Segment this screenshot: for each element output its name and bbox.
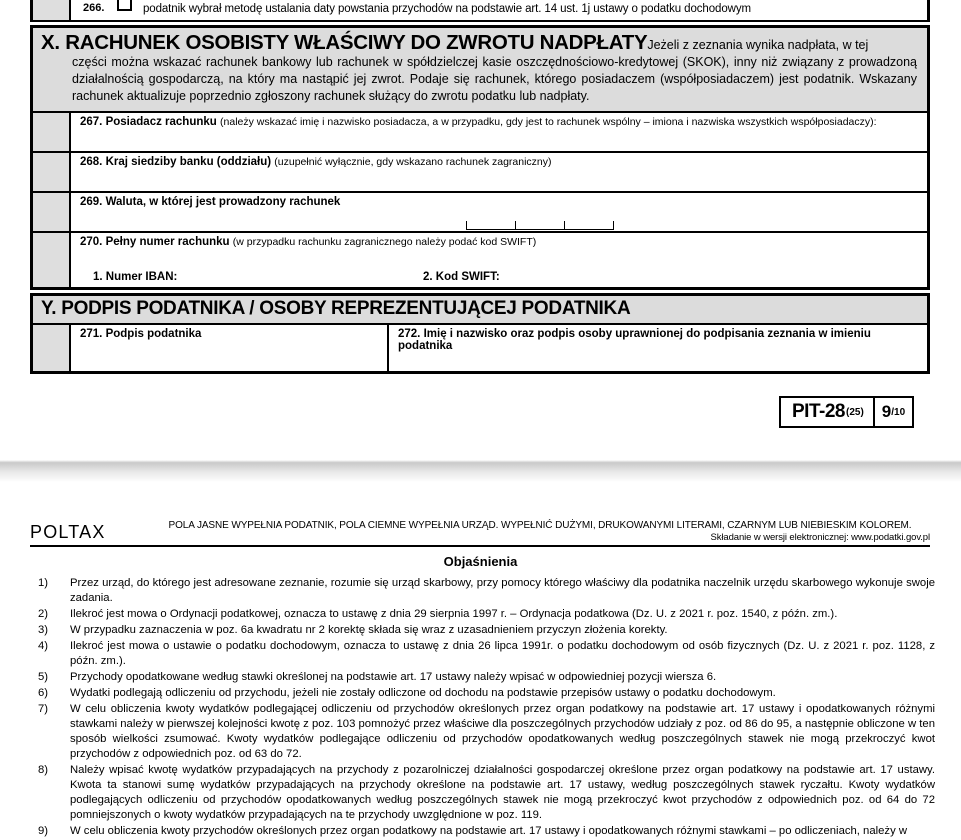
list-item-marker: 8) (38, 764, 49, 777)
page-total: /10 (891, 406, 906, 418)
field-name-270: Pełny numer rachunku (105, 236, 230, 249)
list-item (30, 639, 935, 669)
field-number-269: 269. (80, 196, 103, 209)
list-item-text: Należy wpisać kwotę wydatków przypadających na przychody z pozarolniczej działalności gospodarczej określone przez organ podatkowy na podstawie art. 17 ustawy. Kwota ta stanowi sumę wydatków przypadających na przychody określone na podstawie art. 17 ustawy, według poszczególnych stawek ryczałtu. Kwoty wydatków podlegających odliczeniu od przychodów opodatkowanych według poszczególnych stawek nie mogą przekroczyć kwot przychodów z odpowiednich poz. od 64 do 72 pomniejszonych o kwoty wydatków przypadających na te przychody uwzględnione w poz. 119. (70, 764, 935, 822)
checkbox-266[interactable] (117, 0, 132, 11)
swift-input[interactable] (513, 270, 723, 284)
field-hint-270: (w przypadku rachunku zagranicznego należy podać kod SWIFT) (232, 236, 537, 249)
poltax-header (30, 520, 930, 547)
field-name-268: Kraj siedziby banku (oddziału) (105, 156, 272, 169)
left-margin-strip (33, 193, 71, 231)
section-x-title-line (41, 32, 919, 54)
iban-input[interactable] (183, 270, 393, 284)
form-body (30, 0, 930, 374)
list-item (30, 686, 935, 701)
page-separator (0, 460, 961, 482)
list-item-marker: 2) (38, 608, 49, 621)
list-item (30, 607, 935, 622)
explanations-list (30, 576, 935, 840)
section-x-letter: X. (41, 31, 60, 54)
left-margin-strip (33, 113, 71, 151)
comb-baseline (466, 229, 614, 230)
list-item-text: Wydatki podlegają odliczeniu od przychodu, jeżeli nie zostały odliczone od dochodu na podstawie przepisów ustawy o podatku dochodowym. (70, 687, 776, 700)
fill-instructions-line-1: POLA JASNE WYPEŁNIA PODATNIK, POLA CIEMNE WYPEŁNIA URZĄD. WYPEŁNIĆ DUŻYMI, DRUKOWANYMI LITERAMI, CZARNYM LUB NIEBIESKIM KOLOREM. (168, 520, 912, 531)
section-x (30, 25, 930, 290)
field-label-266: podatnik wybrał metodę ustalania daty powstania przychodów na podstawie art. 14 ust. 1j ustawy o podatku dochodowym (143, 3, 751, 15)
list-item-text: Przez urząd, do którego jest adresowane zeznanie, rozumie się urząd skarbowy, przy pomocy którego właściwy dla podatnika naczelnik urzędu skarbowego wykonuje swoje zadania. (70, 577, 935, 605)
list-item-text: W przypadku zaznaczenia w poz. 6a kwadratu nr 2 korektę składa się wraz z uzasadnieniem przyczyn złożenia korekty. (70, 624, 668, 637)
list-item-marker: 1) (38, 577, 49, 589)
list-item-text: Ilekroć jest mowa o ustawie o podatku dochodowym, oznacza to ustawę z dnia 26 lipca 1991r. o podatku dochodowym od osób fizycznych (Dz. U. z 2021 r. poz. 1128, z późn. zm.). (70, 640, 935, 668)
currency-code-comb-input[interactable] (466, 220, 614, 230)
page-number: 9 (881, 402, 892, 421)
comb-tick (564, 221, 565, 230)
fill-instructions-line-2: Składanie w wersji elektronicznej: www.podatki.gov.pl (710, 532, 930, 543)
field-number-268: 268. (80, 156, 103, 169)
signature-cell-272[interactable] (389, 325, 927, 371)
field-name-269: Waluta, w której jest prowadzony rachunek (105, 196, 341, 209)
list-item-text: W celu obliczenia kwoty przychodów określonych przez organ podatkowy na podstawie art. 17 ustawy i opodatkowanych różnymi stawkami – po odliczeniach, należy w (70, 825, 908, 838)
list-item (30, 670, 935, 685)
section-x-fields (33, 111, 927, 287)
field-label-268 (80, 156, 552, 168)
section-y (30, 293, 930, 374)
signature-row (33, 325, 927, 371)
list-item (30, 763, 935, 823)
section-y-title: Y. PODPIS PODATNIKA / OSOBY REPREZENTUJĄCEJ PODATNIKA (33, 296, 927, 325)
list-item (30, 824, 935, 839)
section-x-title: RACHUNEK OSOBISTY WŁAŚCIWY DO ZWROTU NADPŁATY (65, 31, 648, 54)
comb-tick (466, 221, 467, 230)
left-margin-strip (33, 0, 71, 20)
field-label-267 (80, 116, 877, 128)
form-row-267 (33, 111, 927, 151)
field-number-267: 267. (80, 116, 103, 129)
signature-label-271: 271. Podpis podatnika (80, 328, 202, 341)
list-item (30, 702, 935, 762)
field-input-267[interactable] (73, 131, 925, 150)
field-number-266: 266. (83, 2, 105, 14)
poltax-logo: POLTAX (30, 522, 106, 542)
field-label-269 (80, 196, 340, 208)
list-item (30, 623, 935, 638)
left-margin-strip (33, 233, 71, 287)
list-item (30, 576, 935, 606)
list-item-text: Ilekroć jest mowa o Ordynacji podatkowej, oznacza to ustawę z dnia 29 sierpnia 1997 r. – Ordynacja podatkowa (Dz. U. z 2021 r. poz. 1540, z późn. zm.). (70, 608, 838, 621)
list-item-text: W celu obliczenia kwoty wydatków podlegającej odliczeniu od przychodów określonych przez organ podatkowy na podstawie art. 17 ustawy i opodatkowanych różnymi stawkami należy w pierwszej kolejności kwotę z poz. 103 pomnożyć przez właściwe dla poszczególnych przychodów udziały z poz. od 86 do 95, a następnie obliczone w ten sposób wielkości zsumować. Kwoty wydatków podlegające odliczeniu od przychodów opodatkowanych według poszczególnych stawek nie mogą przekroczyć kwot przychodów z odpowiednich poz. od 63 do 72. (70, 703, 935, 761)
left-margin-strip (33, 325, 71, 371)
field-input-268[interactable] (73, 171, 925, 190)
form-code (781, 398, 873, 426)
iban-label: 1. Numer IBAN: (93, 271, 178, 284)
form-row-266 (30, 0, 930, 22)
section-x-description: części można wskazać rachunek bankowy lub rachunek w spółdzielczej kasie oszczędnościowo-kredytowej (SKOK), inny niż związany z prowadzoną działalnością gospodarczą, na który ma nastąpić jej zwrot. Podaje się rachunek, którego posiadaczem (współposiadaczem) jest podatnik. Wskazany rachunek aktualizuje poprzednio zgłoszony rachunek służący do zwrotu podatku lub nadpłaty. (72, 54, 917, 104)
explanations-page-10 (0, 482, 961, 838)
page-indicator (873, 398, 912, 426)
field-number-270: 270. (80, 236, 103, 249)
section-x-header (33, 28, 927, 111)
form-row-270 (33, 231, 927, 287)
list-item-marker: 7) (38, 703, 49, 716)
list-item-marker: 5) (38, 671, 49, 684)
field-hint-267: (należy wskazać imię i nazwisko posiadacza, a w przypadku, gdy jest to rachunek wspólny – imiona i nazwiska wszystkich współposiadaczy): (220, 116, 877, 129)
form-row-268 (33, 151, 927, 191)
section-x-inline-note: Jeżeli z zeznania wynika nadpłata, w tej (647, 38, 869, 52)
form-code-stamp (779, 396, 914, 428)
swift-label: 2. Kod SWIFT: (423, 271, 500, 284)
form-version: (25) (845, 406, 864, 418)
form-code-text: PIT-28 (792, 401, 845, 422)
signature-cell-271[interactable] (71, 325, 389, 371)
comb-tick (613, 221, 614, 230)
field-label-270 (80, 236, 536, 248)
field-hint-268: (uzupełnić wyłącznie, gdy wskazano rachunek zagraniczny) (274, 156, 552, 169)
list-item-marker: 4) (38, 640, 49, 653)
list-item-marker: 9) (38, 825, 49, 838)
list-item-text: Przychody opodatkowane według stawki określonej na podstawie art. 17 ustawy należy wpisać w odpowiedniej pozycji wiersza 6. (70, 671, 717, 684)
signature-label-272: 272. Imię i nazwisko oraz podpis osoby uprawnionej do podpisania zeznania w imieniu podatnika (398, 328, 871, 353)
list-item-marker: 6) (38, 687, 49, 700)
list-item-marker: 3) (38, 624, 49, 637)
left-margin-strip (33, 153, 71, 191)
explanations-title: Objaśnienia (443, 554, 518, 569)
field-name-267: Posiadacz rachunku (105, 116, 217, 129)
form-row-269 (33, 191, 927, 231)
comb-tick (515, 221, 516, 230)
